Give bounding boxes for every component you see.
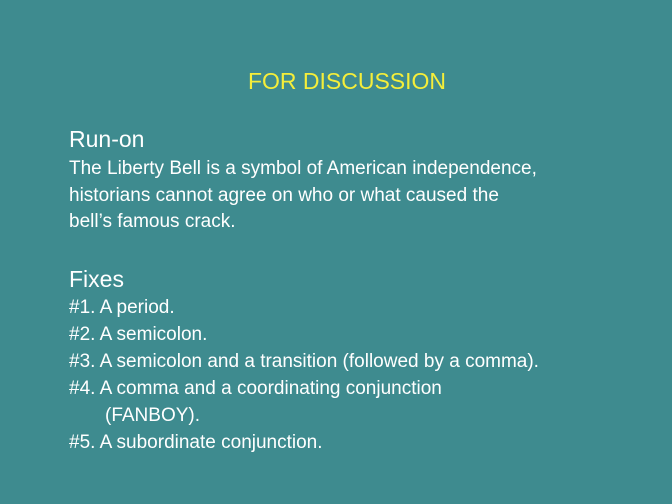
fix-item: #1. A period.: [69, 297, 175, 318]
runon-line: bell’s famous crack.: [69, 211, 236, 232]
fix-item: #3. A semicolon and a transition (followed by a comma).: [69, 351, 539, 372]
fixes-list: [69, 294, 539, 456]
runon-line: historians cannot agree on who or what caused the: [69, 184, 499, 206]
fix-item: #4. A comma and a coordinating conjunction: [69, 378, 442, 399]
fixes-heading: Fixes: [69, 266, 124, 292]
runon-heading: Run-on: [69, 126, 145, 152]
runon-line: The Liberty Bell is a symbol of American independence,: [69, 158, 537, 179]
runon-example: [69, 156, 537, 236]
slide-title: FOR DISCUSSION: [247, 68, 447, 94]
fix-item-continuation: (FANBOY).: [105, 405, 201, 426]
fix-item: #5. A subordinate conjunction.: [69, 432, 323, 453]
fix-item: #2. A semicolon.: [69, 324, 208, 345]
